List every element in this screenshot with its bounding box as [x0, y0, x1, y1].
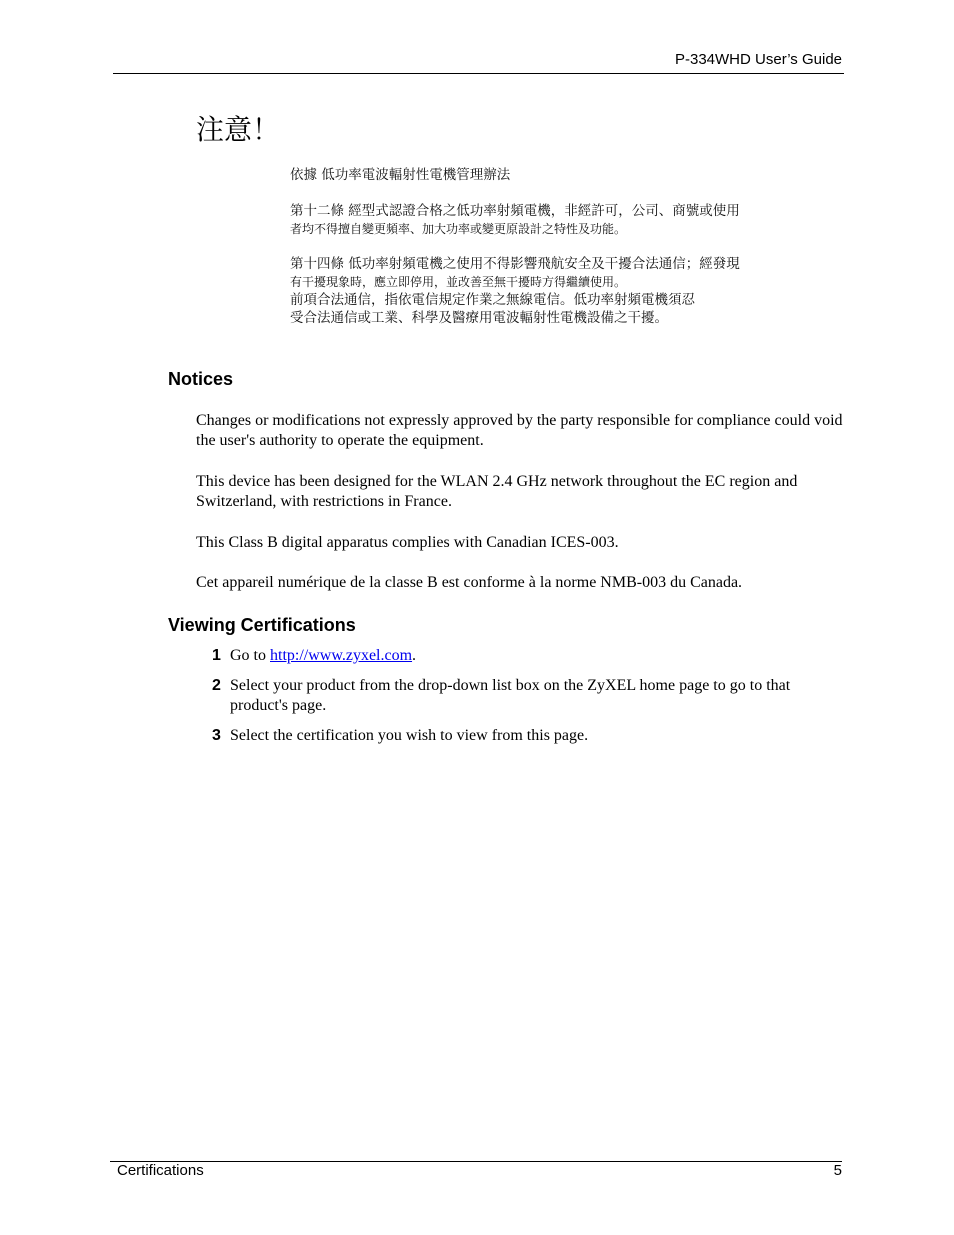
page-header-title: P-334WHD User’s Guide	[675, 51, 842, 68]
cn-notice-intro	[290, 166, 830, 184]
footer-rule	[110, 1161, 842, 1162]
cn-article-12-line-1: 第十二條 經型式認證合格之低功率射頻電機，非經許可，公司、商號或使用	[290, 203, 740, 219]
zyxel-website-link[interactable]: http://www.zyxel.com	[270, 647, 413, 664]
notice-paragraph: This Class B digital apparatus complies with Canadian ICES-003.	[196, 534, 619, 551]
step-text: Select the certification you wish to view from this page.	[230, 727, 589, 744]
step-number: 1	[212, 647, 221, 664]
notice-paragraph: Changes or modifications not expressly approved by the party responsible for compliance could void the user's authority to operate the equipment.	[196, 412, 843, 449]
viewing-certifications-heading: Viewing Certifications	[168, 615, 356, 635]
cn-article-14-line-1: 第十四條 低功率射頻電機之使用不得影響飛航安全及干擾合法通信；經發現	[290, 256, 740, 272]
notices-heading: Notices	[168, 369, 234, 389]
cn-article-12	[290, 202, 830, 238]
step-text	[230, 646, 846, 666]
header-rule	[113, 73, 844, 74]
step-number: 2	[212, 677, 221, 694]
step-text-prefix: Go to	[230, 647, 270, 664]
cn-article-14-line-4: 受合法通信或工業、科學及醫療用電波輻射性電機設備之干擾。	[290, 310, 668, 326]
cn-intro-line: 依據 低功率電波輻射性電機管理辦法	[290, 167, 511, 183]
cn-notice-title: 注意！	[196, 113, 281, 146]
step-text-suffix: .	[412, 647, 417, 664]
cn-article-14-line-2: 有干擾現象時，應立即停用，並改善至無干擾時方得繼續使用。	[290, 275, 627, 289]
cn-article-12-line-2: 者均不得擅自變更頻率、加大功率或變更原設計之特性及功能。	[290, 222, 627, 236]
notice-paragraph: This device has been designed for the WLAN 2.4 GHz network throughout the EC region and Switzerland, with restrictions in France.	[196, 473, 798, 510]
footer-section-name: Certifications	[117, 1162, 204, 1179]
cn-article-14-line-3: 前項合法通信，指依電信規定作業之無線電信。低功率射頻電機須忍	[290, 292, 695, 308]
footer-page-number: 5	[833, 1162, 842, 1179]
notice-paragraph: Cet appareil numérique de la classe B est conforme à la norme NMB-003 du Canada.	[196, 574, 743, 591]
cn-article-14	[290, 255, 830, 327]
step-number: 3	[212, 727, 221, 744]
step-text: Select your product from the drop-down list box on the ZyXEL home page to go to that product's page.	[230, 677, 791, 714]
